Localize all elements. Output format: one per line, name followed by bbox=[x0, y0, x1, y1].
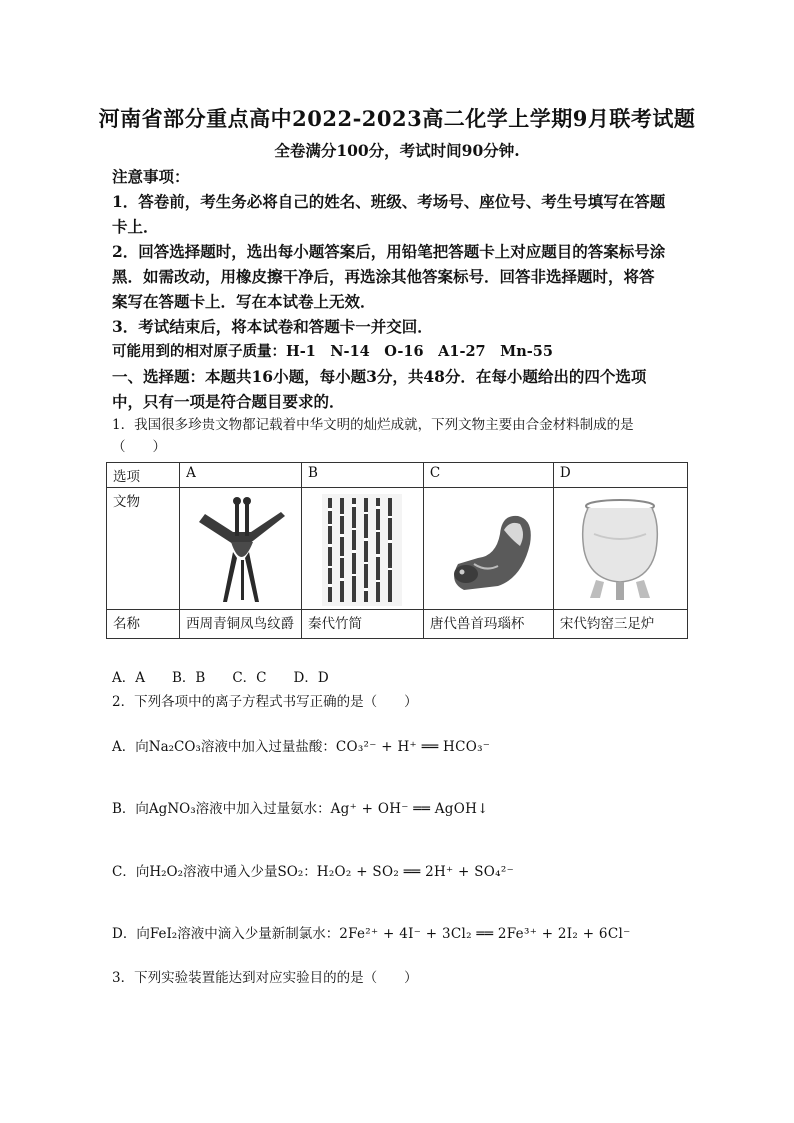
table-cell bbox=[180, 488, 302, 610]
question-2-option-b bbox=[112, 797, 489, 817]
option-label: A．向 bbox=[112, 739, 149, 755]
table-cell: 文物 bbox=[107, 488, 180, 610]
question-3-stem: 3．下列实验装置能达到对应实验目的的是（ ） bbox=[112, 970, 418, 986]
notes-block bbox=[112, 164, 692, 414]
table-cell bbox=[302, 488, 424, 610]
note-line: 案写在答题卡上．写在本试卷上无效． bbox=[112, 292, 376, 311]
option-label: B．向 bbox=[112, 801, 149, 817]
note-line: 2．回答选择题时，选出每小题答案后，用铅笔把答题卡上对应题目的答案标号涂 bbox=[112, 242, 666, 261]
table-cell: 西周青铜凤鸟纹爵 bbox=[180, 610, 302, 639]
option-reagent: AgNO₃溶液中加入过量氨水： bbox=[148, 801, 331, 817]
option-label: D．向 bbox=[112, 926, 150, 942]
table-cell: 唐代兽首玛瑙杯 bbox=[423, 610, 553, 639]
table-cell bbox=[553, 488, 687, 610]
question-1-paren: （ ） bbox=[112, 439, 166, 455]
table-cell: 选项 bbox=[107, 463, 180, 488]
table-row bbox=[107, 610, 688, 639]
artifact-table bbox=[106, 462, 688, 639]
section-heading: 一、选择题：本题共16小题，每小题3分，共48分．在每小题给出的四个选项 bbox=[112, 367, 647, 386]
tripod-censer-icon bbox=[570, 494, 670, 606]
bronze-jue-icon bbox=[193, 494, 289, 606]
note-line: 1．答卷前，考生务必将自己的姓名、班级、考场号、座位号、考生号填写在答题 bbox=[112, 192, 666, 211]
question-2-option-c bbox=[112, 860, 514, 880]
option-equation: H₂O₂ + SO₂ ══ 2H⁺ + SO₄²⁻ bbox=[316, 864, 515, 880]
table-cell: D bbox=[553, 463, 687, 488]
table-cell: C bbox=[423, 463, 553, 488]
note-line: 卡上． bbox=[112, 217, 159, 236]
option-reagent: FeI₂溶液中滴入少量新制氯水： bbox=[149, 926, 340, 942]
section-heading-cont: 中，只有一项是符合题目要求的． bbox=[112, 392, 345, 411]
question-2-option-d bbox=[112, 922, 631, 942]
option-equation: Ag⁺ + OH⁻ ══ AgOH↓ bbox=[330, 801, 489, 817]
option-equation: 2Fe²⁺ + 4I⁻ + 3Cl₂ ══ 2Fe³⁺ + 2I₂ + 6Cl⁻ bbox=[339, 926, 631, 942]
table-cell: 秦代竹简 bbox=[302, 610, 424, 639]
table-row bbox=[107, 463, 688, 488]
question-2-stem: 2．下列各项中的离子方程式书写正确的是（ ） bbox=[112, 694, 418, 710]
atomic-mass-line: 可能用到的相对原子质量：H-1 N-14 O-16 A1-27 Mn-55 bbox=[112, 343, 553, 360]
question-2-option-a bbox=[112, 735, 490, 755]
option-reagent: H₂O₂溶液中通入少量SO₂： bbox=[149, 864, 317, 880]
table-row bbox=[107, 488, 688, 610]
bamboo-slips-icon bbox=[322, 494, 402, 606]
table-cell: B bbox=[302, 463, 424, 488]
agate-cup-icon bbox=[438, 494, 538, 606]
table-cell: 名称 bbox=[107, 610, 180, 639]
note-line: 3．考试结束后，将本试卷和答题卡一并交回． bbox=[112, 317, 433, 336]
notes-heading: 注意事项： bbox=[112, 167, 190, 186]
table-cell: 宋代钧窑三足炉 bbox=[553, 610, 687, 639]
exam-info: 全卷满分100分，考试时间90分钟. bbox=[274, 141, 520, 160]
table-cell: A bbox=[180, 463, 302, 488]
page-title: 河南省部分重点高中2022-2023高二化学上学期9月联考试题 bbox=[98, 106, 696, 131]
option-reagent: Na₂CO₃溶液中加入过量盐酸： bbox=[148, 739, 336, 755]
option-equation: CO₃²⁻ + H⁺ ══ HCO₃⁻ bbox=[335, 739, 491, 755]
question-1-choices: A．A B．B C．C D．D bbox=[112, 670, 329, 686]
note-line: 黑．如需改动，用橡皮擦干净后，再选涂其他答案标号．回答非选择题时，将答 bbox=[112, 267, 655, 286]
table-cell bbox=[423, 488, 553, 610]
question-1-stem: 1．我国很多珍贵文物都记载着中华文明的灿烂成就，下列文物主要由合金材料制成的是 bbox=[112, 417, 634, 433]
option-label: C．向 bbox=[112, 864, 150, 880]
